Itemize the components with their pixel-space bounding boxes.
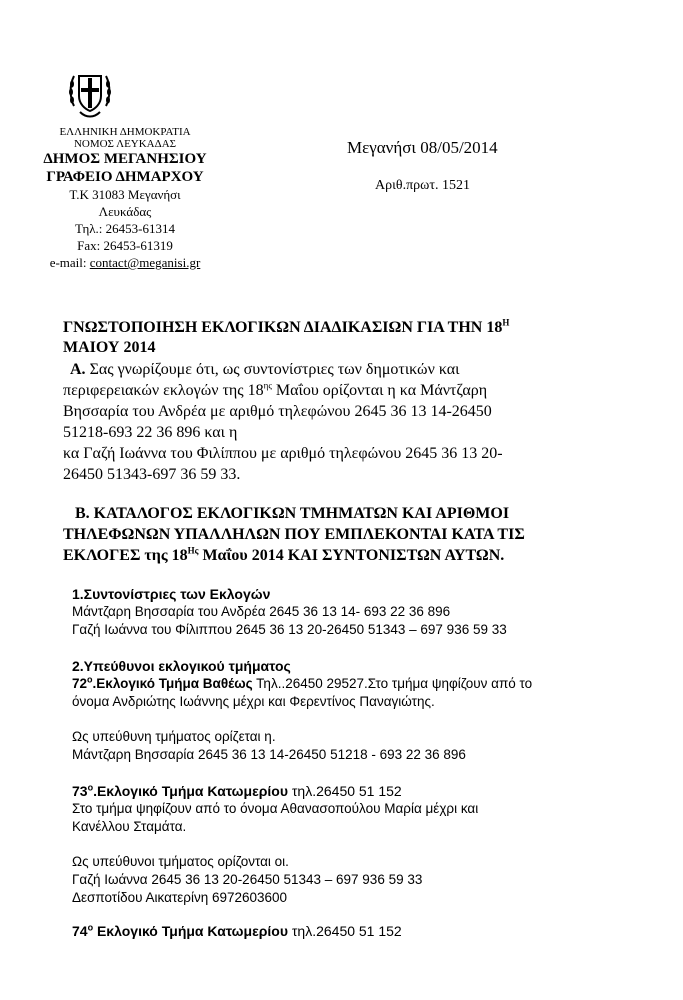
letterhead-region: Λευκάδας bbox=[98, 204, 152, 219]
title-text: ΓΝΩΣΤΟΠΟΙΗΣΗ ΕΚΛΟΓΙΚΩΝ ΔΙΑΔΙΚΑΣΙΩΝ ΓΙΑ ΤΗΝ 18 bbox=[63, 319, 503, 336]
section-a-line-3: Βησσαρία του Ανδρέα με αριθμό τηλεφώνου 2645 36 13 14-26450 bbox=[63, 403, 492, 420]
section-74-title: Εκλογικό Τμήμα Κατωμερίου bbox=[93, 923, 288, 939]
letterhead-prefecture: ΝΟΜΟΣ ΛΕΥΚΑΔΑΣ bbox=[73, 138, 177, 150]
section-a-line-6: 26450 51343-697 36 59 33. bbox=[63, 466, 241, 483]
section-a-line-1 bbox=[63, 359, 623, 380]
document-date: Μεγανήσι 08/05/2014 bbox=[347, 138, 498, 157]
section-a-label: Α. bbox=[70, 361, 86, 378]
responsible-heading: 2.Υπεύθυνοι εκλογικού τμήματος bbox=[72, 658, 291, 674]
greek-coat-of-arms-emblem bbox=[68, 62, 112, 122]
section-a-text-1: Σας γνωρίζουμε ότι, ως συντονίστριες των δημοτικών και bbox=[85, 361, 460, 378]
section-a bbox=[63, 359, 623, 485]
section-73-responsible bbox=[72, 853, 632, 907]
email-label: e-mail: bbox=[49, 255, 90, 270]
section-73-title: .Εκλογικό Τμήμα Κατωμερίου bbox=[93, 783, 288, 799]
coordinator-2: Γαζή Ιωάννα του Φίλιππου 2645 36 13 20-26450 51343 – 697 936 59 33 bbox=[72, 622, 507, 637]
letterhead-office: ΓΡΑΦΕΙΟ ΔΗΜΑΡΧΟΥ bbox=[46, 169, 204, 185]
section-72-number: 72 bbox=[72, 676, 88, 691]
coordinator-1: Μάντζαρη Βησσαρία του Ανδρέα 2645 36 13 14- 693 22 36 896 bbox=[72, 604, 451, 619]
coordinators-heading: 1.Συντονίστριες των Εκλογών bbox=[72, 586, 271, 602]
section-73-line-3: Κανέλλου Σταμάτα. bbox=[72, 819, 187, 834]
section-b bbox=[63, 503, 643, 566]
letterhead bbox=[10, 126, 240, 271]
letterhead-municipality: ΔΗΜΟΣ ΜΕΓΑΝΗΣΙΟΥ bbox=[43, 151, 207, 167]
coordinators-block bbox=[72, 585, 632, 639]
section-72-line-3: Ως υπεύθυνη τμήματος ορίζεται η. bbox=[72, 729, 276, 744]
section-72-phone: Τηλ..26450 29527.Στο τμήμα ψηφίζουν από το bbox=[252, 676, 533, 691]
section-b-line-1: Β. ΚΑΤΑΛΟΓΟΣ ΕΚΛΟΓΙΚΩΝ ΤΜΗΜΑΤΩΝ ΚΑΙ ΑΡΙΘΜΟΙ bbox=[75, 505, 510, 522]
section-73-phone: τηλ.26450 51 152 bbox=[287, 783, 402, 799]
section-72-line-2: όνομα Ανδριώτης Ιωάννης μέχρι και Φερεντίνος Παναγιώτης. bbox=[72, 694, 435, 709]
section-73-sup: ο bbox=[87, 782, 94, 793]
section-72-line-4: Μάντζαρη Βησσαρία 2645 36 13 14-26450 51218 - 693 22 36 896 bbox=[72, 747, 466, 762]
section-74-line-1 bbox=[72, 922, 632, 940]
letterhead-republic: ΕΛΛΗΝΙΚΗ ΔΗΜΟΚΡΑΤΙΑ bbox=[59, 126, 191, 138]
section-72-responsible bbox=[72, 728, 632, 764]
section-73-line-4: Ως υπεύθυνοι τμήματος ορίζονται οι. bbox=[72, 854, 289, 869]
responsible-heading-block bbox=[72, 657, 632, 711]
title-line-2: ΜΑΙΟΥ 2014 bbox=[63, 339, 156, 356]
section-73-block bbox=[72, 782, 632, 836]
section-73-line-6: Δεσποτίδου Αικατερίνη 6972603600 bbox=[72, 890, 288, 905]
section-74-number: 74 bbox=[72, 923, 88, 939]
section-b-line-2: ΤΗΛΕΦΩΝΩΝ ΥΠΑΛΛΗΛΩΝ ΠΟΥ ΕΜΠΛΕΚΟΝΤΑΙ ΚΑΤΑ ΤΙΣ bbox=[63, 526, 525, 543]
email-link[interactable]: contact@meganisi.gr bbox=[89, 255, 201, 270]
section-b-text-3b: Μαΐου 2014 ΚΑΙ ΣΥΝΤΟΝΙΣΤΩΝ ΑΥΤΩΝ. bbox=[198, 547, 505, 564]
document-title bbox=[63, 318, 623, 358]
section-72-sup: ο bbox=[87, 674, 93, 685]
section-a-line-5: κα Γαζή Ιωάννα του Φιλίππου με αριθμό τηλεφώνου 2645 36 13 20- bbox=[63, 445, 503, 462]
letterhead-phone: Τηλ.: 26453-61314 bbox=[74, 221, 175, 236]
section-73-line-5: Γαζή Ιωάννα 2645 36 13 20-26450 51343 – 697 936 59 33 bbox=[72, 872, 423, 887]
section-73-line-1 bbox=[72, 782, 632, 800]
section-a-text-2b: Μαΐου ορίζονται η κα Μάντζαρη bbox=[271, 382, 488, 399]
section-72-title: .Εκλογικό Τμήμα Βαθέως bbox=[92, 676, 253, 691]
letterhead-postcode: Τ.Κ 31083 Μεγανήσι bbox=[69, 187, 181, 202]
title-sup: Η bbox=[502, 317, 510, 328]
title-line-1 bbox=[63, 318, 623, 338]
section-a-sup: ης bbox=[263, 380, 272, 391]
section-74-sup: ο bbox=[87, 922, 94, 933]
section-72-line-1 bbox=[72, 675, 632, 693]
section-b-line-3 bbox=[63, 545, 643, 566]
section-73-number: 73 bbox=[72, 783, 88, 799]
section-a-line-4: 51218-693 22 36 896 και η bbox=[63, 424, 238, 441]
section-a-text-2a: περιφερειακών εκλογών της 18 bbox=[63, 382, 264, 399]
letterhead-fax: Fax: 26453-61319 bbox=[77, 238, 173, 253]
protocol-number: Αριθ.πρωτ. 1521 bbox=[375, 178, 470, 193]
section-74-block bbox=[72, 922, 632, 940]
section-b-text-3a: ΕΚΛΟΓΕΣ της 18 bbox=[63, 547, 188, 564]
section-a-line-2 bbox=[63, 380, 623, 401]
section-73-line-2: Στο τμήμα ψηφίζουν από το όνομα Αθανασοπούλου Μαρία μέχρι και bbox=[72, 801, 479, 816]
letterhead-email-row bbox=[10, 254, 240, 271]
section-74-phone: τηλ.26450 51 152 bbox=[287, 923, 402, 939]
section-b-sup: Ης bbox=[187, 545, 199, 556]
